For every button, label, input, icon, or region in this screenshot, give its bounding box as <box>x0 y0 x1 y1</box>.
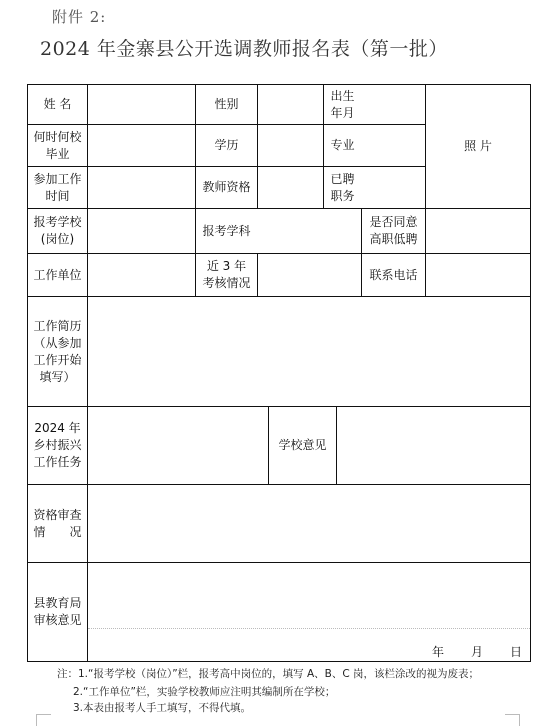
teacher-cert-field[interactable] <box>258 167 323 208</box>
day-label: 日 <box>509 645 522 659</box>
agree-lower-label: 是否同意 高职低聘 <box>369 215 418 246</box>
bureau-opinion-field[interactable] <box>88 563 530 627</box>
apply-school-label: 报考学校 (岗位) <box>33 215 82 246</box>
gender-field[interactable] <box>258 85 323 124</box>
apply-subject-field[interactable] <box>258 209 361 253</box>
page-corner-mark <box>505 714 520 726</box>
hired-title-label: 已聘 职务 <box>330 171 355 203</box>
note-2: 2.“工作单位”栏，实验学校教师应注明其编制所在学校； <box>73 686 336 698</box>
name-field[interactable] <box>88 85 195 124</box>
education-label: 学历 <box>214 138 239 152</box>
resume-label: 工作简历 （从参加 工作开始 填写） <box>33 318 82 384</box>
apply-subject-label: 报考学科 <box>202 223 251 238</box>
resume-field[interactable] <box>88 297 530 406</box>
date-line <box>420 643 530 660</box>
page-corner-mark <box>36 714 51 726</box>
graduation-label: 何时何校 毕业 <box>33 129 82 161</box>
qualification-field[interactable] <box>88 485 530 562</box>
birth-label: 出生 年月 <box>330 88 355 120</box>
birth-field[interactable] <box>362 85 425 124</box>
phone-field[interactable] <box>426 254 530 296</box>
agree-lower-field[interactable] <box>426 209 530 253</box>
note-3: 3.本表由报考人手工填写，不得代填。 <box>73 702 252 714</box>
rural-task-label: 2024 年 乡村振兴 工作任务 <box>33 421 82 469</box>
gender-label: 性别 <box>214 97 239 111</box>
graduation-field[interactable] <box>88 125 195 166</box>
note-1: 注：1.“报考学校（岗位）”栏，报考高中岗位的，填写 A、B、C 岗，该栏涂改的视为废表； <box>57 668 480 680</box>
major-field[interactable] <box>362 125 425 166</box>
signature-divider <box>88 628 530 629</box>
bureau-opinion-label: 县教育局 审核意见 <box>33 596 82 627</box>
apply-school-field[interactable] <box>88 209 195 253</box>
name-label: 姓 名 <box>43 97 72 111</box>
hired-title-field[interactable] <box>362 167 425 208</box>
education-field[interactable] <box>258 125 323 166</box>
rural-task-field[interactable] <box>88 407 268 484</box>
assessment-field[interactable] <box>258 254 361 296</box>
assessment-label: 近 3 年 考核情况 <box>202 259 251 290</box>
phone-label: 联系电话 <box>369 267 418 282</box>
school-opinion-label: 学校意见 <box>278 438 327 452</box>
form-title: 2024 年金寨县公开选调教师报名表（第一批） <box>40 38 448 60</box>
work-unit-label: 工作单位 <box>33 267 82 282</box>
school-opinion-field[interactable] <box>337 407 530 484</box>
work-start-label: 参加工作 时间 <box>33 171 82 203</box>
photo-slot[interactable]: 照 片 <box>464 139 492 153</box>
work-unit-field[interactable] <box>88 254 195 296</box>
year-label: 年 <box>432 645 445 659</box>
teacher-cert-label: 教师资格 <box>202 180 251 194</box>
work-start-field[interactable] <box>88 167 195 208</box>
qualification-label: 资格审查 情 况 <box>33 507 82 539</box>
attachment-label: 附件 2: <box>52 8 107 26</box>
month-label: 月 <box>470 645 483 659</box>
major-label: 专业 <box>330 138 355 152</box>
